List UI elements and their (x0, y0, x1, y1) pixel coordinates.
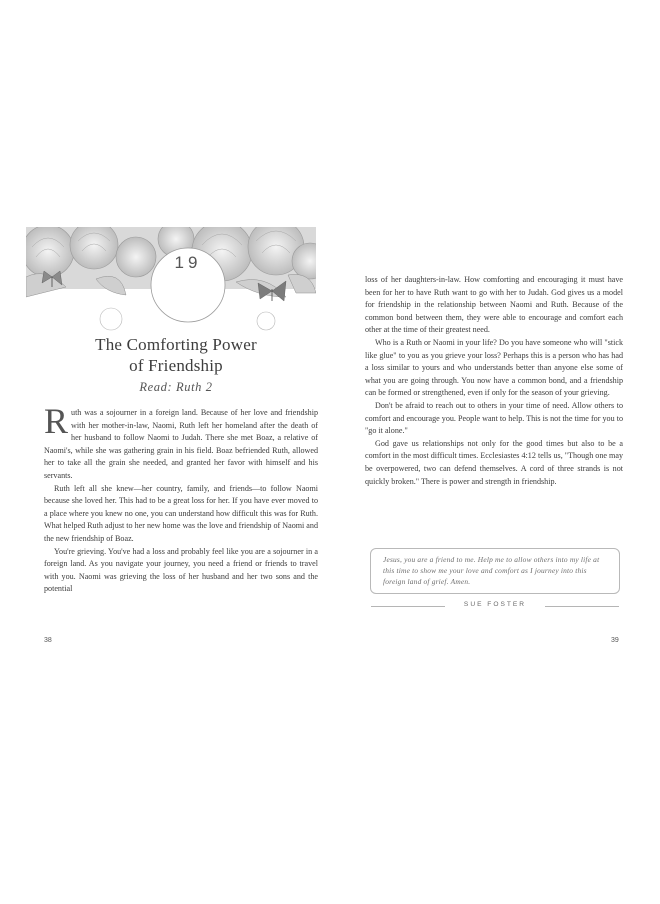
paragraph: You're grieving. You've had a loss and probably feel like you are a sojourner in a foreign land. As you navigate your journey, you need a friend or friends to travel with you. Naomi was grieving the loss of her husband and her two sons and the potential (44, 546, 318, 594)
paragraph: Who is a Ruth or Naomi in your life? Do you have someone who will "stick like glue" to you as you grieve your loss? Perhaps this is a person who has had a loss similar to yours and who understands better than anyone else some of what you are going through. You now have a common bond, and a friendship can be formed or strengthened, even if only for the season of your grieving. (365, 337, 623, 398)
scripture-reading: Read: Ruth 2 (139, 380, 213, 394)
author-name: SUE FOSTER (463, 601, 527, 608)
paragraph: Don't be afraid to reach out to others in your time of need. Allow others to comfort and encourage you. People want to help. This is not the time for you to "go it alone." (365, 400, 623, 436)
paragraph: God gave us relationships not only for the good times but also to be a comfort in the most difficult times. Ecclesiastes 4:12 tells us, "Though one may be overpowered, two can defend themselves. A cord of three strands is not quickly broken." There is power and strength in friendship. (365, 438, 623, 486)
chapter-title-line1: The Comforting Power (95, 335, 257, 354)
left-page (26, 227, 316, 657)
chapter-title-line2: of Friendship (129, 356, 223, 375)
right-page (355, 274, 625, 704)
prayer-text: Jesus, you are a friend to me. Help me to allow others into my life at this time to show me your love and comfort as I journey into this foreign land of grief. Amen. (383, 555, 600, 586)
divider (545, 606, 619, 607)
floral-banner-illustration (26, 227, 316, 332)
paragraph: loss of her daughters-in-law. How comforting and encouraging it must have been for her to have Ruth want to go with her to Judah. God gives us a model for friendship in the relationship between Naomi and Ruth. Because of the common bond between them, they were able to encourage and comfort each other at the time of their greatest need. (365, 275, 623, 335)
paragraph: Ruth left all she knew—her country, family, and friends—to follow Naomi because she loved her. This had to be a great loss for her. If you have ever moved to a place where you knew no one, you can understand how difficult this was for Ruth. What helped Ruth adjust to her new home was the love and friendship of Naomi and the new friendship of Boaz. (44, 483, 318, 543)
right-body-text (365, 274, 623, 488)
page-number-right: 39 (611, 637, 619, 644)
author-attribution (365, 601, 623, 611)
prayer-box (370, 548, 620, 594)
divider (371, 606, 445, 607)
chapter-title (46, 334, 306, 376)
page-number-left: 38 (44, 637, 52, 644)
drop-cap: R (44, 401, 69, 441)
left-body-text (44, 401, 318, 596)
chapter-number: 19 (174, 253, 202, 272)
paragraph (44, 401, 318, 483)
paragraph-text: uth was a sojourner in a foreign land. Because of her love and friendship with her mother-in-law, Naomi, Ruth left her homeland after the death of her husband to follow Naomi to Judah. There she met Boaz, a relative of Naomi's, while she was gathering grain in his field. Boaz befriended Ruth, allowed her to take all the grain she needed, and granted her favor with himself and his servants. (44, 408, 318, 480)
